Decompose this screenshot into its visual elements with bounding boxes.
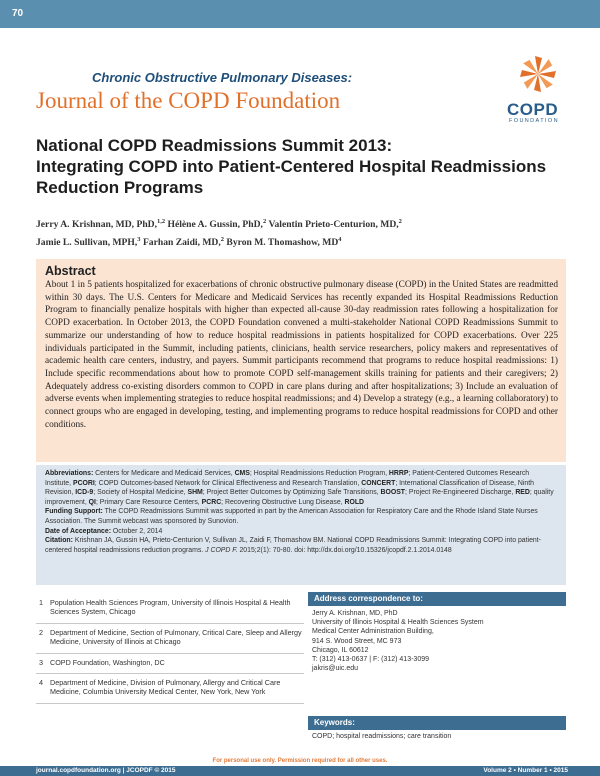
affiliation-text: Department of Medicine, Section of Pulmonary, Critical Care, Sleep and Allergy Medicine, University of Illinois at Chicago: [50, 627, 302, 647]
author-name: Hélène A. Gussin, PhD,: [167, 219, 263, 231]
abbr-text: ; quality improvement,: [45, 489, 554, 506]
abbr: ICD-9: [75, 489, 94, 497]
affiliation-number: 2: [39, 627, 43, 637]
abbr: PCORI: [72, 479, 95, 487]
citation-doi[interactable]: 2015;2(1): 70-80. doi: http://dx.doi.org/10.15326/jcopdf.2.1.2014.0148: [237, 546, 452, 554]
abbr-text: ; Hospital Readmissions Reduction Program,: [249, 470, 389, 477]
page-footer: [0, 766, 600, 776]
abbr: CONCERT: [361, 479, 396, 487]
affiliation-item: [36, 594, 304, 624]
affiliation-text: Department of Medicine, Division of Pulmonary, Allergy and Critical Care Medicine, Columbia University Medical Center, New York, New York: [50, 678, 281, 697]
author-name: Byron M. Thomashow, MD: [226, 237, 339, 249]
abstract-heading: Abstract: [45, 264, 96, 278]
author-name: Jerry A. Krishnan, MD, PhD,: [36, 219, 157, 231]
abbreviations: [45, 469, 557, 507]
affiliation-number: 1: [39, 598, 43, 607]
author-line: [36, 214, 576, 232]
abbr-text: Centers for Medicare and Medicaid Services,: [93, 470, 235, 477]
citation-journal: J COPD F.: [205, 546, 238, 554]
article-metadata-box: [36, 465, 566, 585]
correspondence-line: University of Illinois Hospital & Health Sciences System: [312, 619, 484, 627]
abbr: PCRC: [201, 498, 222, 506]
affiliation-item: [36, 654, 304, 674]
abbr: QI: [88, 498, 96, 506]
abbr: SHM: [187, 489, 203, 497]
abbr-text: ; Project Re-Engineered Discharge,: [405, 489, 516, 497]
abbr: CMS: [234, 470, 250, 477]
abbr: BOOST: [380, 489, 406, 497]
title-line: National COPD Readmissions Summit 2013:: [36, 136, 393, 155]
abbr-text: ; Patient-Centered Outcomes Research Institute,: [45, 470, 530, 487]
author-affil-sup: 3: [137, 236, 141, 244]
abbr-text: ; Project Better Outcomes by Optimizing Safe Transitions,: [202, 489, 381, 497]
permission-notice: For personal use only. Permission required for all other uses.: [212, 758, 388, 764]
abstract-box: [36, 259, 566, 462]
date-of-acceptance: [45, 527, 557, 537]
affiliation-item: [36, 624, 304, 654]
affiliations-list: [36, 594, 304, 704]
abbr-text: ; Primary Care Resource Centers,: [95, 498, 202, 506]
affiliation-number: 4: [39, 678, 43, 688]
citation: [45, 536, 557, 555]
abbr: RED: [515, 489, 530, 497]
correspondence-email[interactable]: jakris@uic.edu: [312, 665, 359, 673]
author-affil-sup: 4: [338, 236, 342, 244]
author-affil-sup: 2: [262, 218, 267, 225]
citation-label: Citation:: [45, 537, 73, 545]
keywords-text: COPD; hospital readmissions; care transition: [312, 733, 452, 740]
keywords-heading: Keywords:: [308, 716, 566, 730]
author-name: Farhan Zaidi, MD,: [142, 237, 221, 249]
correspondence-body: [312, 609, 566, 673]
correspondence-heading: Address correspondence to:: [308, 592, 566, 606]
logo-subtext: FOUNDATION: [509, 118, 559, 124]
title-line: Integrating COPD into Patient-Centered Hospital Readmissions: [36, 157, 547, 176]
citation-text: Krishnan JA, Gussin HA, Prieto-Centurion V, Sullivan JL, Zaidi F, Thomashow BM. National COPD Readmissions Summit: Integrating COPD into patient-centered hospital readmissions reduction programs.: [45, 537, 541, 554]
footer-volume: Volume 2 • Number 1 • 2015: [483, 767, 568, 774]
date-label: Date of Acceptance:: [45, 527, 111, 535]
funding-label: Funding Support:: [45, 508, 103, 516]
abstract-text: About 1 in 5 patients hospitalized for exacerbations of chronic obstructive pulmonary disease (COPD) in the United States are readmitted within 30 days. The U.S. Centers for Medicare and Medicaid Services has recently expanded its Hospital Readmissions Reduction Program to financially penalize hospitals with higher than expected all-cause 30-day readmission rates following a hospitalization for COPD exacerbation. In October 2013, the COPD Foundation convened a multi-stakeholder National COPD Readmissions Summit to summarize our understanding of how to reduce hospital readmissions in patients hospitalized for COPD exacerbations. Over 225 individuals participated in the Summit, including patients, clinicians, health service researchers, policy makers and representatives of academic health care centers, industry, and payers. Summit participants recommend that programs to reduce hospital readmissions: 1) Include specific recommendations about how to promote COPD self-management skills training for patients and their caregivers; 2) Adequately address co-existing disorders common to COPD in care plans during and after hospitalizations; 3) Include an evaluation of adverse events when implementing strategies to reduce hospital readmissions; and 4) Develop a strategy (e.g., a learning collaboratory) to connect groups who are engaged in developing, testing, and implementing programs to reduce hospital readmissions for COPD and other conditions.: [45, 280, 558, 430]
funding-text: The COPD Readmissions Summit was supported in part by the American Association for Respiratory Care and the Rhode Island State Nurses Association. The Summit webcast was sponsored by Sunovion.: [45, 508, 538, 525]
author-list: [36, 214, 576, 250]
abbr-text: ; Society of Hospital Medicine,: [93, 489, 188, 497]
abbr-text: ; COPD Outcomes-based Network for Clinical Effectiveness and Research Translation,: [94, 479, 362, 487]
title-line: Reduction Programs: [36, 178, 204, 197]
footer-journal-url[interactable]: journal.copdfoundation.org | JCOPDF © 2015: [36, 767, 176, 774]
journal-title: Journal of the COPD Foundation: [36, 88, 341, 113]
logo-wordmark: COPD: [507, 100, 559, 119]
correspondence-line: T: (312) 413-0637 | F: (312) 413-3099: [312, 656, 430, 664]
page-header-bar: [0, 0, 600, 28]
correspondence-line: Chicago, IL 60612: [312, 646, 369, 654]
affiliation-text: COPD Foundation, Washington, DC: [50, 657, 165, 667]
abbr: HRRP: [388, 470, 409, 477]
author-affil-sup: 2: [220, 236, 225, 244]
abbr: ROLD: [344, 498, 365, 506]
correspondence-line: Jerry A. Krishnan, MD, PhD: [312, 610, 398, 617]
author-affil-sup: 2: [398, 218, 402, 225]
affiliation-text: Population Health Sciences Program, University of Illinois Hospital & Health Sciences System, Chicago: [50, 598, 291, 617]
page-number: 70: [12, 8, 24, 19]
abbreviations-label: Abbreviations:: [45, 470, 94, 477]
author-name: Valentin Prieto-Centurion, MD,: [268, 219, 399, 231]
date-text: October 2, 2014: [111, 527, 163, 535]
author-affil-sup: 1,2: [157, 218, 166, 225]
author-line: [36, 232, 576, 250]
affiliation-item: [36, 674, 304, 704]
author-name: Jamie L. Sullivan, MPH,: [36, 237, 138, 249]
affiliation-number: 3: [39, 657, 43, 667]
journal-subtitle: Chronic Obstructive Pulmonary Diseases:: [92, 70, 353, 85]
abbr-text: ; Recovering Obstructive Lung Disease,: [221, 498, 345, 506]
abbr-text: ; International Classification of Disease, Ninth Revision,: [45, 479, 534, 497]
correspondence-line: 914 S. Wood Street, MC 973: [312, 637, 402, 645]
article-title: [36, 135, 576, 198]
correspondence-line: Medical Center Administration Building,: [312, 628, 434, 636]
funding-support: [45, 507, 557, 526]
